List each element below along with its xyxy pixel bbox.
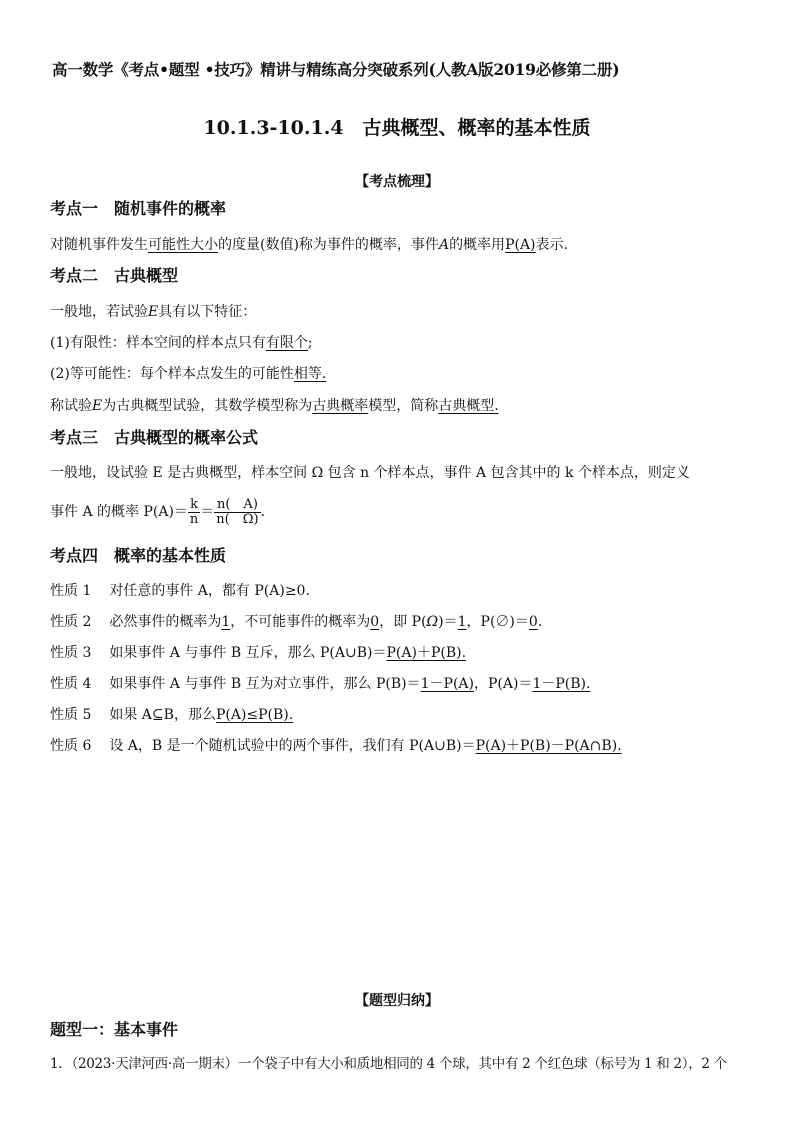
text-segment: 表示.	[535, 237, 568, 253]
property-1	[50, 581, 310, 601]
tixing-1-heading: 题型一：基本事件	[50, 1020, 179, 1039]
text-segment: 设 A，B 是一个随机试验中的两个事件，我们有 P(A∪B)＝	[109, 738, 476, 754]
property-label: 性质 3	[50, 645, 92, 661]
math-var: Ω	[426, 614, 439, 630]
property-label: 性质 1	[50, 583, 92, 599]
underlined-term: 古典概率	[312, 398, 369, 414]
underlined-term: P(A)≤P(B).	[215, 707, 294, 723]
equals-sign: ＝	[200, 504, 215, 520]
kaodian-2-line-1	[50, 302, 256, 322]
text-segment: ，P(∅)＝	[466, 614, 529, 630]
text-segment: (1)有限性：样本空间的样本点只有	[50, 335, 266, 351]
property-label: 性质 6	[50, 738, 92, 754]
math-var: E	[92, 398, 103, 414]
text-segment: 如果事件 A 与事件 B 互为对立事件，那么 P(B)＝	[109, 676, 421, 692]
document-title: 10.1.3-10.1.4 古典概型、概率的基本性质	[203, 117, 591, 139]
text-segment: .	[260, 504, 266, 520]
kaodian-2-line-3	[50, 364, 326, 384]
text-segment: 必然事件的概率为	[109, 614, 222, 630]
text-segment: 的概率用	[449, 237, 506, 253]
underlined-term: 0	[370, 614, 380, 630]
text-segment: 的度量(数值)称为事件的概率，事件	[218, 237, 439, 253]
kaodian-2-heading: 考点二 古典概型	[50, 266, 179, 285]
series-header: 高一数学《考点•题型 •技巧》精讲与精练高分突破系列(人教A版2019必修第二册)	[52, 60, 620, 79]
fraction-denominator: n( Ω)	[216, 511, 259, 527]
property-label: 性质 2	[50, 614, 92, 630]
kaodian-1-heading: 考点一 随机事件的概率	[50, 199, 227, 218]
underlined-term: 1	[457, 614, 467, 630]
text-segment: 一般地，若试验	[50, 304, 148, 320]
text-segment: ;	[307, 335, 313, 351]
underlined-term: 可能性大小	[148, 237, 218, 253]
underlined-term: 有限个	[265, 335, 308, 351]
kaodian-1-text	[50, 235, 568, 255]
fraction-denominator: n	[189, 511, 199, 527]
text-segment: ，不可能事件的概率为	[230, 614, 371, 630]
underlined-term: P(A)＋P(B).	[386, 645, 467, 661]
text-segment: 如果事件 A 与事件 B 互斥，那么 P(A∪B)＝	[109, 645, 387, 661]
question-1-text: 1．（2023·天津河西·高一期末）一个袋子中有大小和质地相同的 4 个球，其中有 2 个红色球（标号为 1 和 2），2 个	[50, 1056, 727, 1072]
text-segment: 对随机事件发生	[50, 237, 148, 253]
text-segment: 如果 A⊆B，那么	[109, 707, 216, 723]
underlined-term: P(A)＋P(B)－P(A∩B).	[475, 738, 622, 754]
underlined-term: 1－P(B).	[532, 676, 591, 692]
property-3	[50, 643, 466, 663]
text-segment: 为古典概型试验，其数学模型称为	[102, 398, 313, 414]
property-6	[50, 736, 622, 756]
fraction-k-over-n	[188, 498, 200, 527]
math-var: E	[148, 304, 159, 320]
text-segment: 称试验	[50, 398, 92, 414]
kaodian-3-line-1: 一般地，设试验 E 是古典概型，样本空间 Ω 包含 n 个样本点，事件 A 包含其中的 k 个样本点，则定义	[50, 465, 690, 481]
property-2	[50, 612, 542, 632]
text-segment: )＝	[438, 614, 458, 630]
underlined-term: 0	[528, 614, 538, 630]
text-segment: 事件 A 的概率 P(A)＝	[50, 504, 188, 520]
kaodian-3-heading: 考点三 古典概型的概率公式	[50, 428, 259, 447]
fraction-nA-over-nOmega	[214, 498, 260, 527]
underlined-term: 相等.	[293, 366, 327, 382]
math-var: A	[438, 237, 450, 253]
text-segment: ，P(A)＝	[474, 676, 533, 692]
kaodian-2-line-2	[50, 333, 313, 353]
text-segment: 模型，简称	[368, 398, 439, 414]
kaodian-2-line-4	[50, 396, 499, 416]
text-segment: ，即 P(	[379, 614, 427, 630]
text-segment: (2)等可能性：每个样本点发生的可能性	[50, 366, 294, 382]
underlined-term: 古典概型.	[438, 398, 499, 414]
property-5	[50, 705, 293, 725]
section-label-tixing: 【题型归纳】	[355, 993, 439, 1009]
text-segment: 对任意的事件 A，都有 P(A)≥0.	[109, 583, 310, 599]
section-label-kaodian: 【考点梳理】	[355, 174, 439, 190]
kaodian-4-heading: 考点四 概率的基本性质	[50, 546, 227, 565]
underlined-term: P(A)	[505, 237, 536, 253]
text-segment: 具有以下特征：	[158, 304, 257, 320]
text-segment: .	[537, 614, 543, 630]
fraction-numerator: n( A)	[214, 498, 260, 513]
property-label: 性质 5	[50, 707, 92, 723]
property-label: 性质 4	[50, 676, 92, 692]
fraction-numerator: k	[188, 498, 200, 513]
underlined-term: 1	[221, 614, 231, 630]
property-4	[50, 674, 590, 694]
underlined-term: 1－P(A)	[420, 676, 475, 692]
kaodian-3-formula-line	[50, 496, 265, 528]
